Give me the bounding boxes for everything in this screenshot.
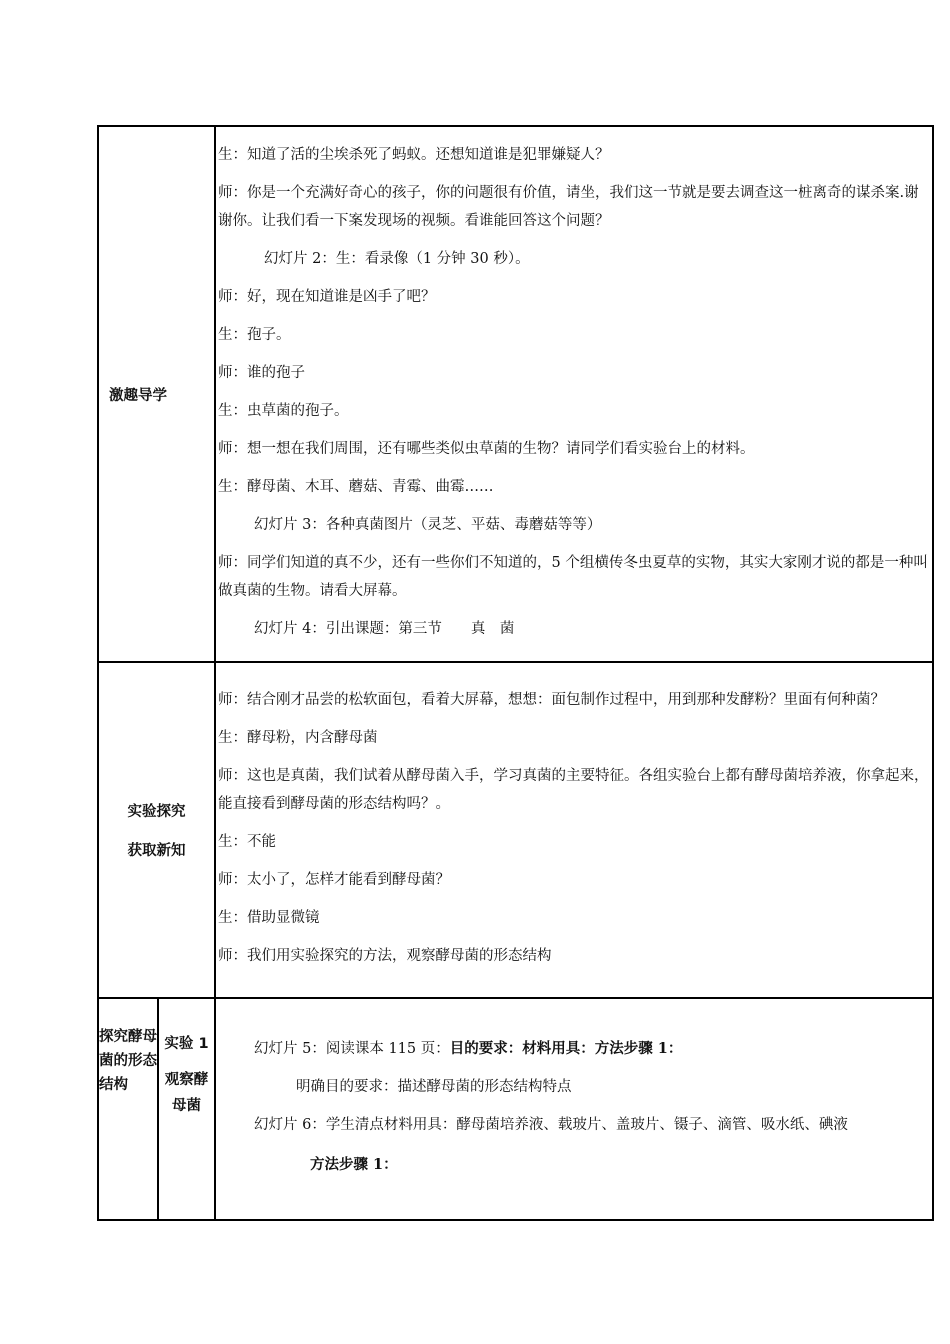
experiment-title: 观察酵母菌 — [164, 1072, 209, 1114]
section-label-cell — [98, 662, 215, 998]
line: 师：你是一个充满好奇心的孩子，你的问题很有价值，请坐，我们这一节就是要去调查这一桩离奇的谋杀案.谢谢你。让我们看一下案发现场的视频。看谁能回答这个问题？ — [218, 185, 919, 229]
line: 师：谁的孢子 — [218, 365, 305, 381]
line: 生：虫草菌的孢子。 — [218, 403, 349, 419]
section-label-yeast-outer: 探究酵母菌的形态结构 — [99, 1029, 157, 1093]
line: 师：想一想在我们周围，还有哪些类似虫草菌的生物？请同学们看实验台上的材料。 — [218, 441, 755, 457]
line: 生：酵母粉，内含酵母菌 — [218, 730, 378, 746]
line: 明确目的要求：描述酵母菌的形态结构特点 — [296, 1079, 572, 1095]
line: 师：同学们知道的真不少，还有一些你们不知道的，5 个组横传冬虫夏草的实物，其实大家刚才说的都是一种叫做真菌的生物。请看大屏幕。 — [218, 555, 928, 599]
line: 师：结合刚才品尝的松软面包，看着大屏幕，想想：面包制作过程中，用到那种发酵粉？里面有何种菌？ — [218, 692, 885, 708]
section-label-explore-2: 获取新知 — [127, 843, 186, 859]
line-bold: 目的要求：材料用具：方法步骤 1： — [449, 1040, 683, 1057]
section-row-yeast — [98, 998, 933, 1220]
line: 生：不能 — [218, 834, 276, 850]
section-label-cell — [98, 126, 215, 662]
line: 幻灯片 4：引出课题：第三节 真 菌 — [254, 621, 515, 637]
line: 生：借助显微镜 — [218, 910, 320, 926]
line-prefix: 幻灯片 5：阅读课本 115 页： — [254, 1041, 450, 1057]
line: 生：知道了活的尘埃杀死了蚂蚁。还想知道谁是犯罪嫌疑人？ — [218, 147, 610, 163]
section-label-explore-1: 实验探究 — [127, 804, 186, 820]
line: 方法步骤 1： — [310, 1156, 398, 1173]
line: 幻灯片 2：生：看录像（1 分钟 30 秒）。 — [264, 251, 530, 267]
line — [216, 1035, 932, 1063]
section-content-intro — [215, 126, 933, 662]
section-label-cell-inner — [158, 998, 215, 1220]
line: 师：这也是真菌，我们试着从酵母菌入手，学习真菌的主要特征。各组实验台上都有酵母菌培养液，你拿起来，能直接看到酵母菌的形态结构吗？。 — [218, 768, 929, 812]
line: 师：我们用实验探究的方法，观察酵母菌的形态结构 — [218, 948, 552, 964]
experiment-label: 实验 1 — [164, 1036, 209, 1052]
section-row-explore — [98, 662, 933, 998]
section-content-explore — [215, 662, 933, 998]
line: 幻灯片 3：各种真菌图片（灵芝、平菇、毒蘑菇等等） — [254, 517, 602, 533]
line: 生：酵母菌、木耳、蘑菇、青霉、曲霉…… — [218, 479, 494, 495]
section-label-cell-outer — [98, 998, 158, 1220]
line: 幻灯片 6：学生清点材料用具：酵母菌培养液、载玻片、盖玻片、镊子、滴管、吸水纸、碘液 — [254, 1117, 848, 1133]
line: 师：好，现在知道谁是凶手了吧？ — [218, 289, 436, 305]
lesson-plan-table — [97, 125, 934, 1221]
section-content-yeast — [215, 998, 933, 1220]
section-label-intro: 激趣导学 — [109, 387, 167, 404]
section-row-intro — [98, 126, 933, 662]
line: 生：孢子。 — [218, 327, 291, 343]
line: 师：太小了，怎样才能看到酵母菌？ — [218, 872, 450, 888]
